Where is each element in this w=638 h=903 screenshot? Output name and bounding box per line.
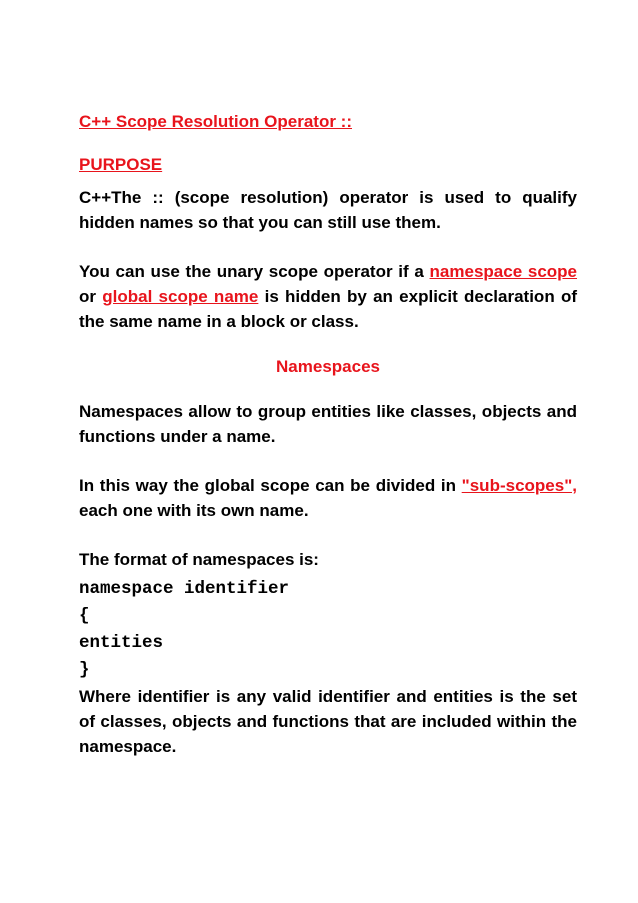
unary-scope-paragraph bbox=[79, 259, 577, 334]
document-title: C++ Scope Resolution Operator :: bbox=[79, 112, 352, 131]
subscopes-text-part2: each one with its own name. bbox=[79, 501, 309, 520]
code-line: { bbox=[79, 606, 90, 626]
where-paragraph: Where identifier is any valid identifier and entities is the set of classes, objects and functions that are included within the bbox=[79, 687, 577, 731]
purpose-heading: PURPOSE bbox=[79, 155, 163, 174]
unary-text-part2: or bbox=[79, 287, 103, 306]
code-line: namespace identifier bbox=[79, 579, 290, 599]
unary-text-part3: is hidden by an explicit declaration of the same name in a block or class. bbox=[79, 287, 577, 331]
code-line: entities bbox=[79, 633, 164, 653]
format-label: The format of namespaces is: bbox=[79, 550, 319, 569]
namespaces-heading: Namespaces bbox=[276, 357, 380, 376]
global-scope-name-link[interactable]: global scope name bbox=[102, 287, 259, 306]
namespace-scope-link[interactable]: namespace scope bbox=[429, 262, 578, 281]
sub-scopes-link[interactable]: "sub-scopes", bbox=[461, 476, 577, 495]
document-content bbox=[79, 110, 577, 759]
code-line: } bbox=[79, 660, 90, 680]
namespaces-intro-paragraph: Namespaces allow to group entities like classes, objects and functions under a name. bbox=[79, 402, 577, 446]
purpose-paragraph: C++The :: (scope resolution) operator is used to qualify hidden names so that you can still use them. bbox=[79, 188, 577, 232]
unary-text-part1: You can use the unary scope operator if a bbox=[79, 262, 430, 281]
where-paragraph-last-line: namespace. bbox=[79, 737, 177, 756]
subscopes-text-part1: In this way the global scope can be divided in bbox=[79, 476, 462, 495]
code-block bbox=[79, 576, 577, 684]
subscopes-paragraph bbox=[79, 473, 577, 523]
